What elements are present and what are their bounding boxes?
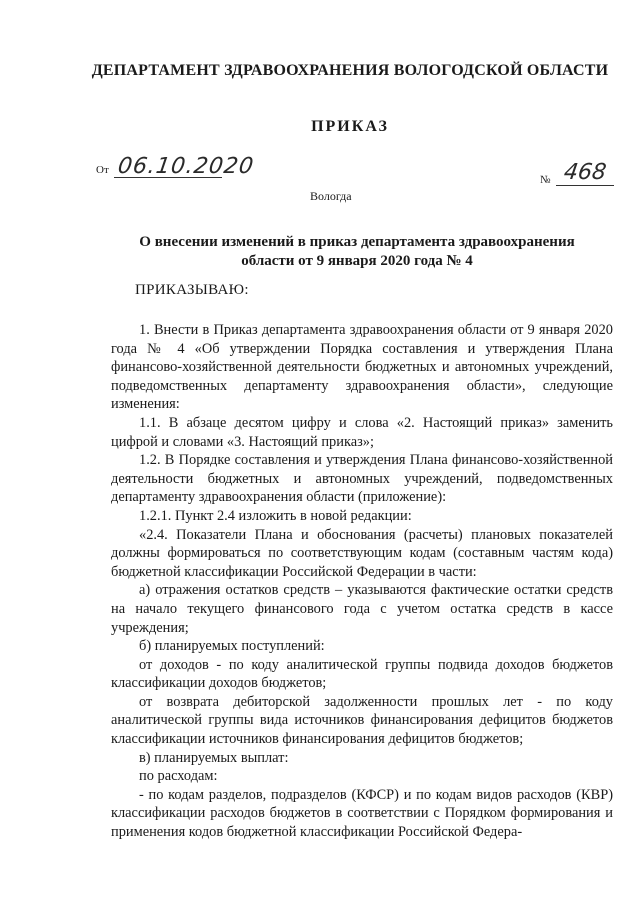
paragraph-1-2: 1.2. В Порядке составления и утверждения Плана финансово-хозяйственной деятельности бюджетных и автономных учреждений, подведомственных департаменту здравоохранения области (приложение): (111, 452, 613, 506)
paragraph-1-1: 1.1. В абзаце десятом цифру и слова «2. Настоящий приказ» заменить цифрой и словами «3. Настоящий приказ»; (111, 414, 613, 450)
subject-line-1: О внесении изменений в приказ департамента здравоохранения (139, 234, 575, 250)
order-subject (132, 233, 582, 271)
paragraph-receivables: от возврата дебиторской задолженности прошлых лет - по коду аналитической группы вида источников финансирования дефицитов бюджетов классификации источников финансирования дефицитов бюджетов; (111, 693, 613, 748)
document-type-title: ПРИКАЗ (311, 118, 389, 135)
paragraph-a: а) отражения остатков средств – указываются фактические остатки средств на начало текущего финансового года с учетом остатка средств в кассе учреждения; (111, 582, 613, 636)
paragraph-1-2-1: 1.2.1. Пункт 2.4 изложить в новой редакции: (139, 507, 412, 524)
number-underline (556, 185, 614, 186)
paragraph-2-4: «2.4. Показатели Плана и обоснования (расчеты) плановых показателей должны формироваться по соответствующим кодам (составным частям кода) бюджетной классификации Российской Федерации в части: (111, 526, 613, 580)
city-label: Вологда (310, 189, 352, 203)
paragraph-b: б) планируемых поступлений: (139, 638, 325, 655)
number-label: № (540, 174, 551, 186)
department-heading: ДЕПАРТАМЕНТ ЗДРАВООХРАНЕНИЯ ВОЛОГОДСКОЙ ОБЛАСТИ (91, 62, 609, 79)
date-label: От (96, 164, 109, 176)
order-body (111, 321, 613, 842)
paragraph-income: от доходов - по коду аналитической группы подвида доходов бюджетов классификации доходов бюджетов; (111, 656, 613, 692)
handwritten-number: 468 (562, 160, 608, 185)
subject-line-2: области от 9 января 2020 года № 4 (241, 253, 473, 269)
paragraph-expenses: по расходам: (139, 768, 218, 785)
paragraph-kfsr: - по кодам разделов, подразделов (КФСР) и по кодам видов расходов (КВР) классификации расходов бюджетов в соответствии с Порядком формирования и применения кодов бюджетной классификации Российской Федера- (111, 786, 613, 841)
handwritten-date: 06.10.2020 (116, 154, 256, 179)
order-verb: ПРИКАЗЫВАЮ: (135, 282, 249, 298)
paragraph-v: в) планируемых выплат: (139, 749, 289, 766)
paragraph-1: 1. Внести в Приказ департамента здравоохранения области от 9 января 2020 года № 4 «Об утверждении Порядка составления и утверждения Плана финансово-хозяйственной деятельности бюджетных и автономных учреждений, подведомственных департаменту здравоохранения области», следующие изменения: (111, 322, 613, 413)
